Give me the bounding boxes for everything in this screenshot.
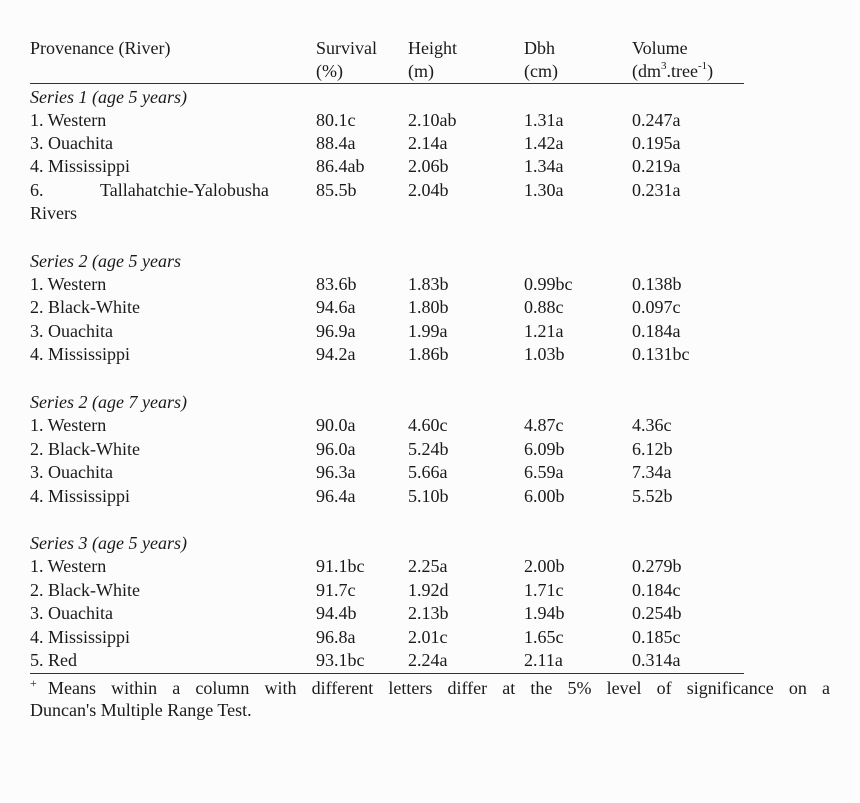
- cell-volume: 5.52b: [632, 486, 673, 506]
- cell-dbh: 0.88c: [524, 297, 564, 317]
- cell-height: 5.10b: [408, 486, 449, 506]
- footnote-line-2: Duncan's Multiple Range Test.: [30, 700, 252, 720]
- cell-volume: 0.314a: [632, 650, 681, 670]
- cell-survival: 96.8a: [316, 627, 356, 647]
- row-name-continuation: Rivers: [30, 203, 77, 223]
- cell-volume: 6.12b: [632, 439, 673, 459]
- cell-height: 2.13b: [408, 603, 449, 623]
- cell-volume: 0.279b: [632, 556, 682, 576]
- cell-volume: 0.138b: [632, 274, 682, 294]
- cell-height: 5.24b: [408, 439, 449, 459]
- cell-volume: 0.097c: [632, 297, 681, 317]
- row-name: 4. Mississippi: [30, 486, 131, 506]
- cell-dbh: 1.65c: [524, 627, 564, 647]
- header-dbh-unit: (cm): [524, 61, 558, 81]
- cell-survival: 90.0a: [316, 415, 356, 435]
- header-dbh: Dbh: [524, 38, 555, 58]
- cell-volume: 0.184a: [632, 321, 681, 341]
- cell-survival: 96.4a: [316, 486, 356, 506]
- cell-dbh: 1.30a: [524, 180, 564, 200]
- cell-dbh: 6.09b: [524, 439, 565, 459]
- cell-dbh: 2.00b: [524, 556, 565, 576]
- cell-volume: 4.36c: [632, 415, 672, 435]
- cell-height: 1.83b: [408, 274, 449, 294]
- cell-dbh: 2.11a: [524, 650, 563, 670]
- table-bottom-rule: [30, 673, 744, 674]
- row-name: 3. Ouachita: [30, 603, 113, 623]
- cell-survival: 96.9a: [316, 321, 356, 341]
- cell-dbh: 1.03b: [524, 344, 565, 364]
- footnote: [30, 677, 830, 721]
- section-title: Series 2 (age 7 years): [30, 392, 187, 412]
- cell-height: 1.80b: [408, 297, 449, 317]
- cell-height: 2.01c: [408, 627, 448, 647]
- cell-height: 2.25a: [408, 556, 448, 576]
- row-name: 2. Black-White: [30, 580, 140, 600]
- header-survival-unit: (%): [316, 61, 343, 81]
- cell-height: 2.24a: [408, 650, 448, 670]
- cell-survival: 96.0a: [316, 439, 356, 459]
- header-volume-unit: $(dm^3.tree^{-1})$: [632, 60, 714, 81]
- cell-volume: 0.184c: [632, 580, 681, 600]
- cell-survival: 85.5b: [316, 180, 357, 200]
- cell-dbh: 4.87c: [524, 415, 564, 435]
- cell-volume: 7.34a: [632, 462, 672, 482]
- cell-volume: 0.195a: [632, 133, 681, 153]
- cell-height: 1.86b: [408, 344, 449, 364]
- row-name: 1. Western: [30, 556, 107, 576]
- cell-height: 1.92d: [408, 580, 449, 600]
- cell-survival: 86.4ab: [316, 156, 365, 176]
- cell-survival: 94.4b: [316, 603, 357, 623]
- cell-survival: 94.6a: [316, 297, 356, 317]
- row-name: 5. Red: [30, 650, 77, 670]
- cell-dbh: 6.00b: [524, 486, 565, 506]
- cell-survival: 96.3a: [316, 462, 356, 482]
- cell-dbh: 1.42a: [524, 133, 564, 153]
- row-name: Tallahatchie-Yalobusha: [100, 180, 269, 200]
- row-name: 1. Western: [30, 274, 107, 294]
- footnote-line-1: Means within a column with different letters differ at the 5% level of significance on a: [48, 678, 830, 698]
- cell-height: 2.14a: [408, 133, 448, 153]
- cell-dbh: 1.34a: [524, 156, 564, 176]
- cell-survival: 88.4a: [316, 133, 356, 153]
- section-title: Series 1 (age 5 years): [30, 87, 187, 107]
- row-name: 3. Ouachita: [30, 133, 113, 153]
- cell-dbh: 1.94b: [524, 603, 565, 623]
- cell-survival: 80.1c: [316, 110, 356, 130]
- row-name: 4. Mississippi: [30, 156, 131, 176]
- row-name: 3. Ouachita: [30, 462, 113, 482]
- header-volume: Volume: [632, 38, 688, 58]
- cell-volume: 0.254b: [632, 603, 682, 623]
- header-survival: Survival: [316, 38, 377, 58]
- cell-survival: 94.2a: [316, 344, 356, 364]
- cell-dbh: 6.59a: [524, 462, 564, 482]
- cell-volume: 0.219a: [632, 156, 681, 176]
- cell-dbh: 1.21a: [524, 321, 564, 341]
- header-rule: [30, 83, 744, 84]
- cell-height: 2.06b: [408, 156, 449, 176]
- cell-height: 2.04b: [408, 180, 449, 200]
- row-name: 2. Black-White: [30, 439, 140, 459]
- header-height-unit: (m): [408, 61, 434, 81]
- cell-survival: 91.1bc: [316, 556, 365, 576]
- section-title: Series 3 (age 5 years): [30, 533, 187, 553]
- row-name: 1. Western: [30, 415, 107, 435]
- cell-survival: 93.1bc: [316, 650, 365, 670]
- cell-dbh: 1.31a: [524, 110, 564, 130]
- row-name: 4. Mississippi: [30, 344, 131, 364]
- cell-survival: 91.7c: [316, 580, 356, 600]
- cell-height: 1.99a: [408, 321, 448, 341]
- row-name-number: 6.: [30, 180, 44, 200]
- cell-height: 2.10ab: [408, 110, 457, 130]
- cell-height: 5.66a: [408, 462, 448, 482]
- cell-dbh: 0.99bc: [524, 274, 573, 294]
- cell-volume: 0.247a: [632, 110, 681, 130]
- cell-volume: 0.131bc: [632, 344, 690, 364]
- cell-dbh: 1.71c: [524, 580, 564, 600]
- row-name: 4. Mississippi: [30, 627, 131, 647]
- cell-volume: 0.185c: [632, 627, 681, 647]
- row-name: 2. Black-White: [30, 297, 140, 317]
- cell-volume: 0.231a: [632, 180, 681, 200]
- cell-height: 4.60c: [408, 415, 448, 435]
- header-height: Height: [408, 38, 457, 58]
- header-provenance: Provenance (River): [30, 38, 171, 58]
- row-name: 3. Ouachita: [30, 321, 113, 341]
- footnote-mark: +: [30, 676, 37, 690]
- row-name: 1. Western: [30, 110, 107, 130]
- cell-survival: 83.6b: [316, 274, 357, 294]
- section-title: Series 2 (age 5 years: [30, 251, 181, 271]
